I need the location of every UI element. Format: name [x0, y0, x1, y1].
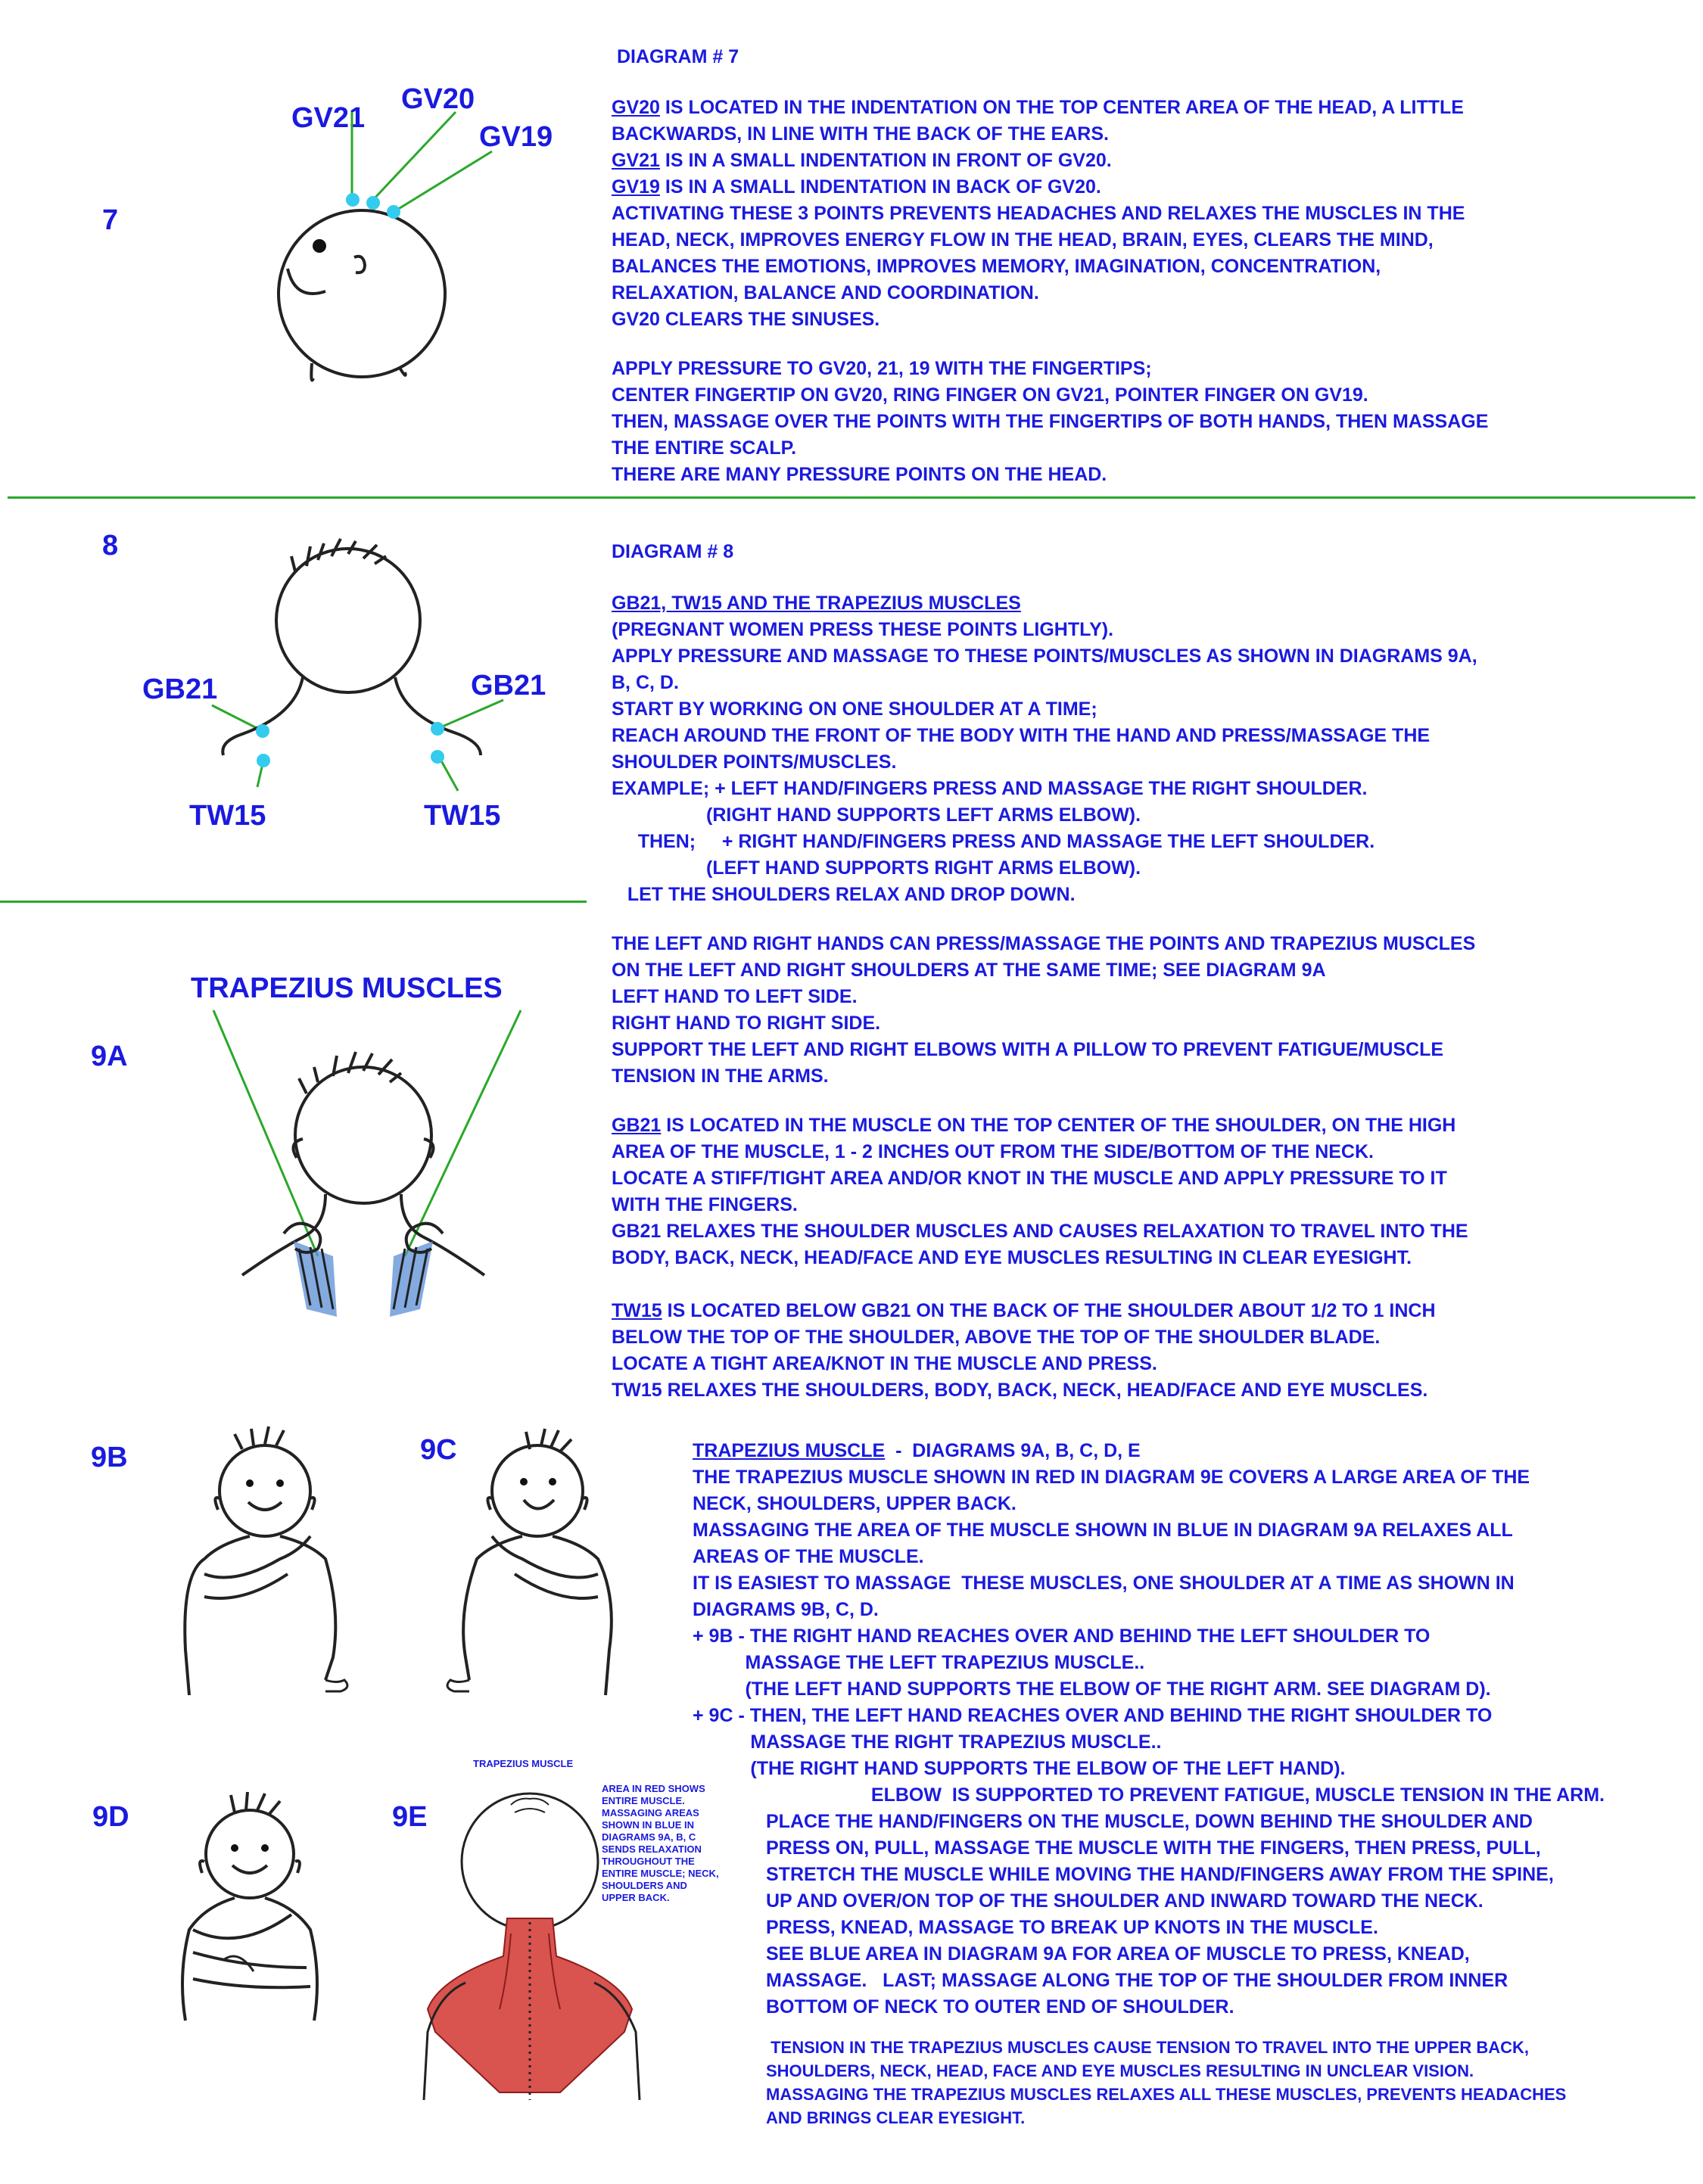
- gv19-point: [387, 205, 400, 219]
- diagram-number-9d: 9D: [92, 1801, 129, 1833]
- diagram-9a-description: [612, 931, 1475, 1090]
- text-line: TENSION IN THE ARMS.: [612, 1066, 829, 1087]
- gv20-point: [366, 196, 380, 210]
- line-text: LOCATE A TIGHT AREA/KNOT IN THE MUSCLE AND PRESS.: [612, 1353, 1157, 1374]
- text-line: SEE BLUE AREA IN DIAGRAM 9A FOR AREA OF MUSCLE TO PRESS, KNEAD,: [766, 1943, 1470, 1965]
- line-text: IS LOCATED IN THE MUSCLE ON THE TOP CENTER OF THE SHOULDER, ON THE HIGH: [661, 1115, 1456, 1136]
- diagram-7-instructions: [612, 356, 1488, 488]
- gb21-left-point: [256, 724, 269, 738]
- text-line: [612, 1324, 1436, 1351]
- tw15-right-label: TW15: [424, 800, 501, 832]
- line-text: IS IN A SMALL INDENTATION IN BACK OF GV20.: [659, 176, 1101, 198]
- diagram-number-9e: 9E: [392, 1801, 428, 1833]
- text-line: [612, 1139, 1468, 1165]
- tw15-right-point: [431, 750, 444, 764]
- trapezius-muscles-label: TRAPEZIUS MUSCLES: [191, 972, 503, 1004]
- point-name: TW15: [612, 1300, 662, 1321]
- gv19-label: GV19: [479, 121, 553, 153]
- text-line: [612, 254, 1465, 280]
- line-text: GB21 RELAXES THE SHOULDER MUSCLES AND CAUSES RELAXATION TO TRAVEL INTO THE: [612, 1221, 1468, 1242]
- diagram-number-9c: 9C: [420, 1434, 457, 1466]
- line-text: GV20 CLEARS THE SINUSES.: [612, 309, 880, 330]
- line-text: WITH THE FINGERS.: [612, 1194, 798, 1215]
- text-line: THEN; + RIGHT HAND/FINGERS PRESS AND MASSAGE THE LEFT SHOULDER.: [612, 831, 1375, 852]
- line-text: IS LOCATED BELOW GB21 ON THE BACK OF THE SHOULDER ABOUT 1/2 TO 1 INCH: [662, 1300, 1436, 1321]
- text-line: THERE ARE MANY PRESSURE POINTS ON THE HEAD.: [612, 464, 1107, 485]
- text-line: MASSAGING THE TRAPEZIUS MUSCLES RELAXES ALL THESE MUSCLES, PREVENTS HEADACHES: [766, 2085, 1567, 2104]
- text-line: + 9C - THEN, THE LEFT HAND REACHES OVER AND BEHIND THE RIGHT SHOULDER TO: [693, 1705, 1493, 1726]
- line-text: HEAD, NECK, IMPROVES ENERGY FLOW IN THE HEAD, BRAIN, EYES, CLEARS THE MIND,: [612, 229, 1434, 250]
- gb21-left-label: GB21: [142, 674, 218, 705]
- diagram-8-title-text: GB21, TW15 AND THE TRAPEZIUS MUSCLES: [612, 593, 1021, 614]
- text-line: LEFT HAND TO LEFT SIDE.: [612, 986, 858, 1007]
- text-line: (THE LEFT HAND SUPPORTS THE ELBOW OF THE RIGHT ARM. SEE DIAGRAM D).: [693, 1678, 1491, 1700]
- figure-9e: [424, 1782, 651, 2100]
- text-line: [612, 121, 1465, 148]
- gb21-right-point: [431, 722, 444, 736]
- line-text: RELAXATION, BALANCE AND COORDINATION.: [612, 282, 1039, 303]
- text-line: + 9B - THE RIGHT HAND REACHES OVER AND BEHIND THE LEFT SHOULDER TO: [693, 1626, 1431, 1647]
- text-line: (RIGHT HAND SUPPORTS LEFT ARMS ELBOW).: [612, 804, 1141, 826]
- text-line: PLACE THE HAND/FINGERS ON THE MUSCLE, DOWN BEHIND THE SHOULDER AND: [766, 1811, 1533, 1832]
- section-divider-short: [0, 901, 587, 903]
- text-line: [612, 306, 1465, 333]
- text-line: [612, 1192, 1468, 1218]
- tw15-description: [612, 1298, 1436, 1404]
- trapezius-summary: [766, 2036, 1566, 2130]
- diagram-number-9a: 9A: [91, 1041, 128, 1072]
- text-line: [612, 1245, 1468, 1271]
- shoulder-points-figure: [197, 530, 515, 802]
- trapezius-section-title-underlined: TRAPEZIUS MUSCLE: [693, 1440, 886, 1461]
- text-line: ON THE LEFT AND RIGHT SHOULDERS AT THE SAME TIME; SEE DIAGRAM 9A: [612, 960, 1326, 981]
- text-line: SUPPORT THE LEFT AND RIGHT ELBOWS WITH A PILLOW TO PREVENT FATIGUE/MUSCLE: [612, 1039, 1444, 1060]
- text-line: AREAS OF THE MUSCLE.: [693, 1546, 924, 1567]
- text-line: [612, 1351, 1436, 1377]
- text-line: EXAMPLE; + LEFT HAND/FINGERS PRESS AND MASSAGE THE RIGHT SHOULDER.: [612, 778, 1368, 799]
- text-line: THE LEFT AND RIGHT HANDS CAN PRESS/MASSAGE THE POINTS AND TRAPEZIUS MUSCLES: [612, 933, 1476, 954]
- gb21-description: [612, 1112, 1468, 1271]
- text-line: [612, 1112, 1468, 1139]
- text-line: (PREGNANT WOMEN PRESS THESE POINTS LIGHTLY).: [612, 619, 1114, 640]
- line-text: IS IN A SMALL INDENTATION IN FRONT OF GV20.: [659, 150, 1112, 171]
- text-line: IT IS EASIEST TO MASSAGE THESE MUSCLES, ONE SHOULDER AT A TIME AS SHOWN IN: [693, 1573, 1515, 1594]
- text-line: START BY WORKING ON ONE SHOULDER AT A TIME;: [612, 698, 1097, 720]
- text-line: STRETCH THE MUSCLE WHILE MOVING THE HAND/FINGERS AWAY FROM THE SPINE,: [766, 1864, 1554, 1885]
- text-line: THEN, MASSAGE OVER THE POINTS WITH THE FINGERTIPS OF BOTH HANDS, THEN MASSAGE: [612, 411, 1489, 432]
- diagram-8-title: [612, 590, 1021, 617]
- line-text: TW15 RELAXES THE SHOULDERS, BODY, BACK, NECK, HEAD/FACE AND EYE MUSCLES.: [612, 1380, 1428, 1401]
- trapezius-massage-figure: [212, 1006, 515, 1324]
- tw15-left-point: [257, 754, 270, 767]
- trapezius-section-title: [693, 1438, 1141, 1464]
- text-line: PRESS, KNEAD, MASSAGE TO BREAK UP KNOTS IN THE MUSCLE.: [766, 1917, 1378, 1938]
- text-line: BOTTOM OF NECK TO OUTER END OF SHOULDER.: [766, 1996, 1234, 2018]
- figure-9e-title: TRAPEZIUS MUSCLE: [473, 1758, 574, 1769]
- line-text: BODY, BACK, NECK, HEAD/FACE AND EYE MUSCLES RESULTING IN CLEAR EYESIGHT.: [612, 1247, 1412, 1268]
- diagram-7-description: [612, 95, 1465, 333]
- line-text: BACKWARDS, IN LINE WITH THE BACK OF THE EARS.: [612, 123, 1109, 145]
- text-line: [612, 174, 1465, 201]
- line-text: AREA OF THE MUSCLE, 1 - 2 INCHES OUT FROM THE SIDE/BOTTOM OF THE NECK.: [612, 1141, 1374, 1162]
- diagram-8-heading: DIAGRAM # 8: [612, 541, 734, 562]
- figure-9d: [163, 1778, 337, 2028]
- diagram-8-description: [612, 617, 1477, 908]
- text-line: [612, 148, 1465, 174]
- diagram-7-heading: DIAGRAM # 7: [617, 46, 739, 67]
- text-line: APPLY PRESSURE TO GV20, 21, 19 WITH THE FINGERTIPS;: [612, 358, 1152, 379]
- line-text: IS LOCATED IN THE INDENTATION ON THE TOP CENTER AREA OF THE HEAD, A LITTLE: [659, 97, 1464, 118]
- text-line: NECK, SHOULDERS, UPPER BACK.: [693, 1493, 1017, 1514]
- text-line: (LEFT HAND SUPPORTS RIGHT ARMS ELBOW).: [612, 857, 1141, 879]
- point-name: GV20: [612, 97, 660, 118]
- section-divider: [8, 496, 1695, 499]
- text-line: TENSION IN THE TRAPEZIUS MUSCLES CAUSE TENSION TO TRAVEL INTO THE UPPER BACK,: [766, 2038, 1530, 2057]
- text-line: UP AND OVER/ON TOP OF THE SHOULDER AND INWARD TOWARD THE NECK.: [766, 1890, 1484, 1912]
- text-line: APPLY PRESSURE AND MASSAGE TO THESE POINTS/MUSCLES AS SHOWN IN DIAGRAMS 9A,: [612, 646, 1477, 667]
- line-text: ACTIVATING THESE 3 POINTS PREVENTS HEADACHES AND RELAXES THE MUSCLES IN THE: [612, 203, 1465, 224]
- line-text: BALANCES THE EMOTIONS, IMPROVES MEMORY, IMAGINATION, CONCENTRATION,: [612, 256, 1381, 277]
- text-line: [612, 1165, 1468, 1192]
- text-line: MASSAGE THE LEFT TRAPEZIUS MUSCLE..: [693, 1652, 1145, 1673]
- text-line: CENTER FINGERTIP ON GV20, RING FINGER ON GV21, POINTER FINGER ON GV19.: [612, 384, 1368, 406]
- point-name: GV21: [612, 150, 660, 171]
- text-line: SHOULDER POINTS/MUSCLES.: [612, 751, 897, 773]
- text-line: RIGHT HAND TO RIGHT SIDE.: [612, 1013, 881, 1034]
- diagram-number-9b: 9B: [91, 1442, 128, 1473]
- text-line: DIAGRAMS 9B, C, D.: [693, 1599, 879, 1620]
- text-line: PRESS ON, PULL, MASSAGE THE MUSCLE WITH THE FINGERS, THEN PRESS, PULL,: [766, 1837, 1541, 1859]
- gv21-label: GV21: [291, 102, 366, 134]
- text-line: [612, 1377, 1436, 1404]
- text-line: AND BRINGS CLEAR EYESIGHT.: [766, 2108, 1026, 2127]
- text-line: MASSAGING THE AREA OF THE MUSCLE SHOWN IN BLUE IN DIAGRAM 9A RELAXES ALL: [693, 1520, 1513, 1541]
- text-line: SHOULDERS, NECK, HEAD, FACE AND EYE MUSCLES RESULTING IN UNCLEAR VISION.: [766, 2061, 1474, 2080]
- figure-9c: [439, 1423, 621, 1703]
- text-line: THE ENTIRE SCALP.: [612, 437, 797, 459]
- gb21-right-label: GB21: [471, 670, 546, 702]
- text-line: (THE RIGHT HAND SUPPORTS THE ELBOW OF THE LEFT HAND).: [693, 1758, 1346, 1779]
- text-line: [612, 1298, 1436, 1324]
- trapezius-technique-description: [766, 1782, 1605, 2021]
- tw15-left-label: TW15: [189, 800, 266, 832]
- trapezius-section-title-rest: - DIAGRAMS 9A, B, C, D, E: [885, 1440, 1141, 1461]
- line-text: BELOW THE TOP OF THE SHOULDER, ABOVE THE TOP OF THE SHOULDER BLADE.: [612, 1327, 1381, 1348]
- diagram-number-7: 7: [102, 204, 119, 236]
- text-line: B, C, D.: [612, 672, 679, 693]
- figure-9e-note: AREA IN RED SHOWS ENTIRE MUSCLE. MASSAGING AREAS SHOWN IN BLUE IN DIAGRAMS 9A, B, C SENDS RELAXATION THROUGHOUT THE ENTIRE MUSCLE; NECK, SHOULDERS AND UPPER BACK.: [602, 1783, 719, 1903]
- text-line: [612, 280, 1465, 306]
- text-line: THE TRAPEZIUS MUSCLE SHOWN IN RED IN DIAGRAM 9E COVERS A LARGE AREA OF THE: [693, 1467, 1530, 1488]
- text-line: LET THE SHOULDERS RELAX AND DROP DOWN.: [612, 884, 1076, 905]
- text-line: MASSAGE THE RIGHT TRAPEZIUS MUSCLE..: [693, 1731, 1162, 1753]
- text-line: REACH AROUND THE FRONT OF THE BODY WITH THE HAND AND PRESS/MASSAGE THE: [612, 725, 1431, 746]
- text-line: MASSAGE. LAST; MASSAGE ALONG THE TOP OF THE SHOULDER FROM INNER: [766, 1970, 1508, 1991]
- point-name: GV19: [612, 176, 660, 198]
- gv21-point: [346, 193, 360, 207]
- text-line: ELBOW IS SUPPORTED TO PREVENT FATIGUE, MUSCLE TENSION IN THE ARM.: [766, 1784, 1605, 1806]
- head-top-points-figure: [250, 106, 462, 386]
- text-line: [612, 227, 1465, 254]
- diagram-number-8: 8: [102, 530, 119, 562]
- trapezius-section-description: [693, 1464, 1530, 1782]
- point-name: GB21: [612, 1115, 662, 1136]
- text-line: [612, 201, 1465, 227]
- figure-9b: [174, 1423, 356, 1703]
- gv20-label: GV20: [401, 83, 475, 115]
- line-text: LOCATE A STIFF/TIGHT AREA AND/OR KNOT IN THE MUSCLE AND APPLY PRESSURE TO IT: [612, 1168, 1447, 1189]
- text-line: [612, 95, 1465, 121]
- text-line: [612, 1218, 1468, 1245]
